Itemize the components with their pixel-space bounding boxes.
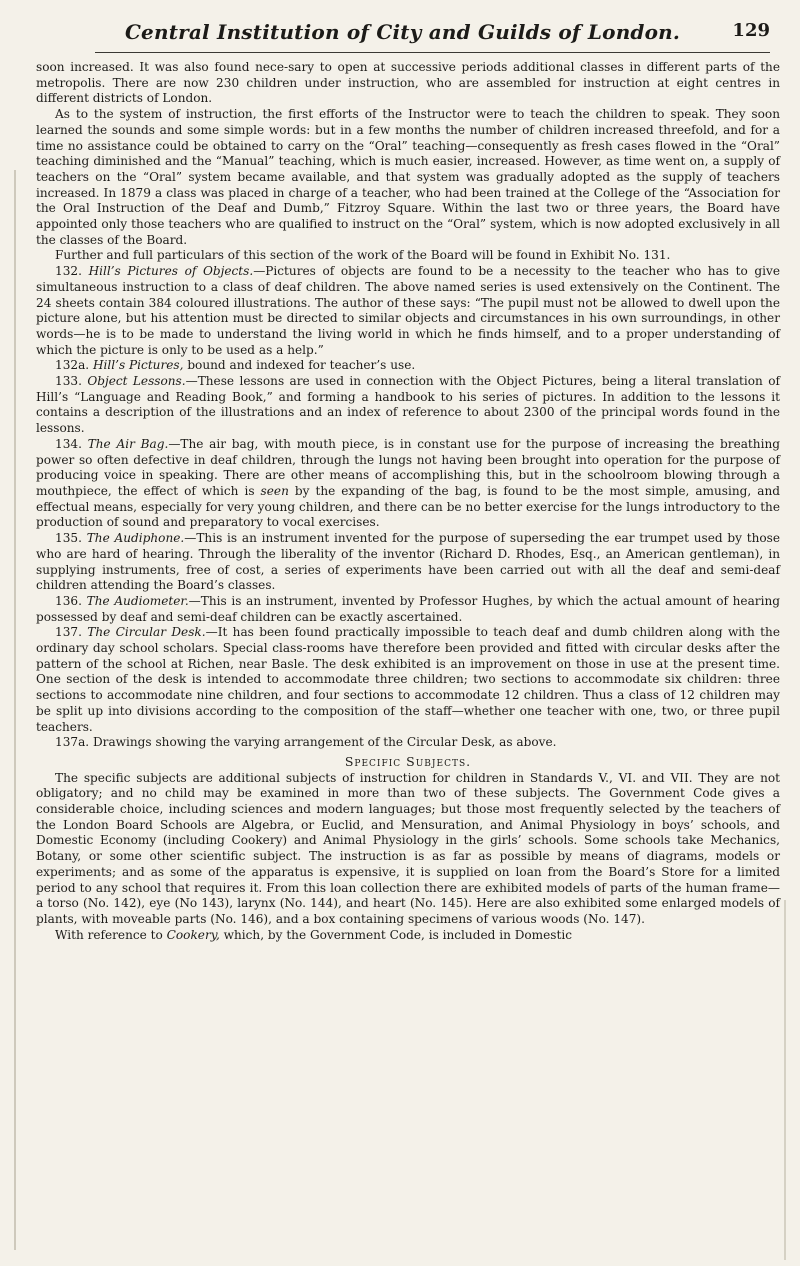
entry-text: by the expanding of the bag, is found to be the most simple, amusing, and effectual means, especially for very young children, and there can be no better exercise for the lungs introductory to the production of sound and preparatory to vocal exercises.: [36, 483, 780, 530]
exhibit-entry-134: [36, 437, 780, 531]
entry-title: The Audiometer.: [86, 593, 189, 608]
entry-text: —This is an instrument, invented by Professor Hughes, by which the actual amount of hearing possessed by deaf and semi-deaf children can be exactly ascertained.: [36, 593, 780, 624]
entry-text: —This is an instrument invented for the purpose of superseding the ear trumpet used by those who are hard of hearing. Through the liberality of the inventor (Richard D. Rhodes, Esq., an American gentleman), in supplying instruments, free of cost, a series of experiments have been carried out with all the deaf and semi-deaf children attending the Board’s classes.: [36, 531, 781, 593]
entry-number: 132.: [55, 264, 82, 279]
entry-number: 134.: [55, 436, 82, 451]
entry-text: —These lessons are used in connection with the Object Pictures, being a literal translation of Hill’s “Language and Reading Book,” and forming a handbook to his series of pictures. In addition to the lessons it contains a description of the illustrations and an index of reference to about 2300 of the principal words found in the lessons.: [36, 374, 780, 436]
entry-text: Drawings showing the varying arrangement of the Circular Desk, as above.: [89, 735, 557, 750]
header-rule: [95, 52, 770, 53]
exhibit-entry-132a: [36, 358, 780, 374]
entry-number: 135.: [55, 531, 82, 546]
entry-text: With reference to: [55, 927, 167, 942]
entry-number: 137.: [55, 625, 82, 640]
running-header: [95, 20, 770, 46]
entry-emphasis: seen: [260, 483, 289, 498]
exhibit-entry-133: [36, 374, 780, 437]
exhibit-entry-137a: [36, 735, 780, 751]
paragraph: As to the system of instruction, the first efforts of the Instructor were to teach the children to speak. They soon learned the sounds and some simple words: but in a few months the number of children increased threefold, and for a time no assistance could be obtained to carry on the “Oral” teaching—consequently as fresh cases flowed in the “Oral” teaching diminished and the “Manual” teaching, which is much easier, increased. However, as time went on, a supply of teachers on the “Oral” system became available, and that system was gradually adopted as the supply of teachers increased. In 1879 a class was placed in charge of a teacher, who had been trained at the College of the “Association for the Oral Instruction of the Deaf and Dumb,” Fitzroy Square. Within the last two or three years, the Board have appointed only those teachers who are qualified to instruct on the “Oral” system, which is now adopted exclusively in all the classes of the Board.: [36, 107, 780, 247]
entry-text: —The air bag, with mouth piece, is in constant use for the purpose of increasing the breathing power so often defective in deaf children, through the lungs not having been brought into operation for the purpose of producing voice in speaking. There are other means of accomplishing this, but in the schoolroom blowing through a mouthpiece, the effect of which is: [36, 436, 780, 498]
entry-text: which, by the Government Code, is included in Domestic: [219, 927, 573, 942]
paragraph: The specific subjects are additional subjects of instruction for children in Standards V., VI. and VII. They are not obligatory; and no child may be examined in more than two of these subjects. The Government Code gives a considerable choice, including sciences and modern languages; but those most frequently selected by the teachers of the London Board Schools are Algebra, or Euclid, and Mensuration, and Animal Physiology in boys’ schools, and Domestic Economy (including Cookery) and Animal Physiology in the girls’ schools. Some schools take Mechanics, Botany, or some other scientific subject. The instruction is as far as possible by means of diagrams, models or experiments; and as some of the apparatus is expensive, it is supplied on loan from the Board’s Store for a limited period to any school that requires it. From this loan collection there are exhibited models of parts of the human frame—a torso (No. 142), eye (No 143), larynx (No. 144), and heart (No. 145). Here are also exhibited some enlarged models of plants, with moveable parts (No. 146), and a box containing specimens of various woods (No. 147).: [36, 770, 780, 926]
entry-number: 133.: [55, 374, 82, 389]
entry-title: Cookery,: [166, 927, 220, 942]
entry-text: —Pictures of objects are found to be a necessity to the teacher who has to give simultaneous instruction to a class of deaf children. The above named series is used extensively on the Continent. The 24 sheets contain 384 coloured illustrations. The author of these says: “The pupil must not be allowed to dwell upon the picture alone, but his attention must be directed to similar objects and circumstances in his own surroundings, in other words—he is to be made to understand the living world in which he finds himself, and to a proper understanding of which the picture is only to be used as a help.”: [36, 264, 780, 357]
running-title: Central Institution of City and Guilds of London.: [124, 20, 681, 44]
exhibit-entry-136: [36, 594, 780, 625]
exhibit-entry-135: [36, 531, 780, 594]
entry-title: The Audiphone.: [86, 531, 185, 546]
exhibit-entry-132: [36, 264, 780, 358]
entry-title: Hill’s Pictures of Objects.: [88, 264, 254, 279]
paragraph: soon increased. It was also found nece-sary to open at successive periods additional classes in different parts of the metropolis. There are now 230 children under instruction, who are assembled for instruction at eight centres in different districts of London.: [36, 60, 780, 106]
paragraph: [36, 928, 780, 944]
section-heading: Specific Subjects.: [344, 753, 472, 769]
entry-title: The Air Bag.: [87, 436, 169, 451]
exhibit-entry-137: [36, 625, 780, 735]
page-edge-shadow-right: [784, 900, 786, 1260]
entry-number: 132a.: [55, 358, 90, 373]
page-edge-shadow: [14, 170, 16, 1250]
entry-title: Hill’s Pictures,: [93, 358, 184, 373]
entry-text: bound and indexed for teacher’s use.: [183, 358, 416, 373]
entry-title: Object Lessons.: [87, 374, 186, 389]
entry-number: 136.: [55, 593, 82, 608]
paragraph: Further and full particulars of this section of the work of the Board will be found in Exhibit No. 131.: [55, 248, 671, 263]
entry-text: —It has been found practically impossible to teach deaf and dumb children along with the ordinary day school scholars. Special class-rooms have therefore been provided and fitted with circular desks after the pattern of the school at Richen, near Basle. The desk exhibited is an improvement on those in use at the present time. One section of the desk is intended to accommodate three children; two sections to accommodate six children: three sections to accommodate nine children, and four sections to accommodate 12 children. Thus a class of 12 children may be split up into divisions according to the composition of the staff—whether one teacher with one, two, or three pupil teachers.: [36, 625, 780, 734]
entry-number: 137a.: [55, 735, 90, 750]
body-text: [36, 60, 780, 943]
entry-title: The Circular Desk.: [87, 625, 206, 640]
page-number: 129: [732, 20, 770, 41]
